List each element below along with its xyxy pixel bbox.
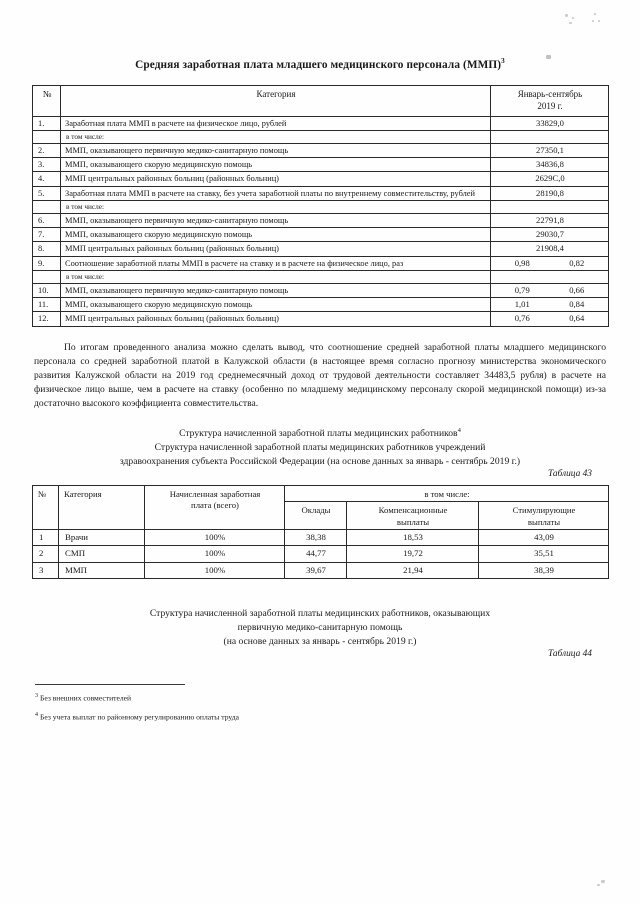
cell-subheading: в том числе:: [61, 130, 491, 143]
column-header-oklady: Оклады: [285, 502, 347, 530]
cell-subheading: в том числе:: [61, 200, 491, 213]
cell-value-primary: 0,79: [514, 284, 530, 295]
table-row: [33, 530, 609, 546]
cell-category: Врачи: [59, 530, 145, 546]
table-row: [33, 227, 609, 241]
cell-number: 4.: [33, 172, 61, 186]
scan-speck: [597, 884, 600, 886]
column-header-total: [145, 486, 285, 530]
footnote-marker: 4: [35, 712, 38, 719]
column-header-total-line1: Начисленная заработная: [169, 489, 261, 500]
section-43-footnote-marker: 4: [457, 427, 461, 435]
table-43-label: Таблица 43: [547, 469, 592, 480]
cell-value: 29030,7: [491, 227, 609, 241]
column-header-category: Категория: [59, 486, 145, 530]
cell-oklady: 44,77: [285, 546, 347, 562]
cell-number: 2.: [33, 143, 61, 157]
cell-number: 5.: [33, 186, 61, 200]
cell-number: 3: [33, 562, 59, 578]
column-header-category: Категория: [61, 85, 491, 116]
section-44-heading-line3: (на основе данных за январь - сентябрь 2019 г.): [223, 635, 417, 647]
cell-value: 21908,4: [491, 242, 609, 256]
cell-number: 9.: [33, 256, 61, 270]
cell-value: [491, 200, 609, 213]
table-row: [33, 283, 609, 297]
footnote: [32, 711, 608, 723]
column-header-total-line2: плата (всего): [191, 500, 239, 511]
column-header-kompensacionnye: [347, 502, 479, 530]
cell-total: 100%: [145, 562, 285, 578]
analysis-paragraph: По итогам проведенного анализа можно сделать вывод, что соотношение средней заработной платы младшего медицинского персонала со средней заработной платой в Калужской области (в настоящее время согласно прогнозу министерства экономического развития Калужской области на 2019 год среднемесячный доход от трудовой деятельности составляет 34483,5 рубля) в расчете на физическое лицо выше, чем в расчете на ставку (особенно по младшему медицинскому персоналу скорой медицинской помощи) из-за достаточно высокого коэффициента совместительства.: [34, 341, 606, 409]
cell-kompensacionnye: 18,53: [347, 530, 479, 546]
cell-value: [491, 256, 609, 270]
table-structure-body: [33, 530, 609, 579]
cell-value: [491, 312, 609, 326]
cell-category: ММП, оказывающего первичную медико-санитарную помощь: [61, 143, 491, 157]
footnote-marker: 3: [35, 693, 38, 700]
table-structure: [32, 485, 609, 579]
cell-category: Соотношение заработной платы ММП в расчете на ставку и в расчете на физическое лицо, раз: [61, 256, 491, 270]
cell-stimuliruyushchie: 43,09: [479, 530, 609, 546]
cell-number: [33, 200, 61, 213]
table-row: [33, 242, 609, 256]
section-43-heading-2-line2: здравоохранения субъекта Российской Федерации (на основе данных за январь - сентябрь 2019 г.): [119, 455, 521, 467]
column-header-period-line1: Январь-сентябрь: [517, 88, 583, 99]
footnote: [32, 692, 608, 704]
page-title: [32, 57, 608, 72]
table-header-row: [33, 85, 609, 116]
cell-number: 1: [33, 530, 59, 546]
cell-value: 22791,8: [491, 213, 609, 227]
cell-number: 2: [33, 546, 59, 562]
column-header-number: №: [33, 486, 59, 530]
cell-category: ММП, оказывающего скорую медицинскую помощь: [61, 227, 491, 241]
cell-value-secondary: 0,84: [569, 298, 585, 309]
table-row: [33, 172, 609, 186]
cell-number: 10.: [33, 283, 61, 297]
cell-category: ММП, оказывающего скорую медицинскую помощь: [61, 157, 491, 171]
cell-category: Заработная плата ММП в расчете на физическое лицо, рублей: [61, 116, 491, 130]
section-43-heading-2-line1: Структура начисленной заработной платы медицинских работников учреждений: [154, 441, 486, 453]
table-row: [33, 256, 609, 270]
cell-value: [491, 283, 609, 297]
column-header-stimuliruyushchie-line2: выплаты: [527, 516, 561, 527]
cell-number: 1.: [33, 116, 61, 130]
cell-category: ММП центральных районных больниц (районных больниц): [61, 242, 491, 256]
cell-value: 34836,8: [491, 157, 609, 171]
cell-total: 100%: [145, 546, 285, 562]
section-44-heading-line2: первичную медико-санитарную помощь: [237, 621, 403, 633]
cell-number: 6.: [33, 213, 61, 227]
cell-value: 2629С,0: [491, 172, 609, 186]
table-mmp: [32, 85, 609, 327]
table-row: [33, 562, 609, 578]
cell-value: [491, 297, 609, 311]
table-row: [33, 157, 609, 171]
cell-value: 33829,0: [491, 116, 609, 130]
table-row: [33, 213, 609, 227]
column-header-kompensacionnye-line1: Компенсационные: [378, 505, 448, 516]
column-header-kompensacionnye-line2: выплаты: [396, 516, 430, 527]
table-row: [33, 297, 609, 311]
cell-number: 7.: [33, 227, 61, 241]
cell-category: ММП, оказывающего первичную медико-санитарную помощь: [61, 213, 491, 227]
column-header-period-line2: 2019 г.: [537, 100, 563, 111]
page-title-text: Средняя заработная плата младшего медицинского персонала (ММП): [135, 58, 502, 71]
cell-stimuliruyushchie: 35,51: [479, 546, 609, 562]
table-row: [33, 130, 609, 143]
table-mmp-body: [33, 116, 609, 326]
table-structure-header: [33, 486, 609, 530]
cell-number: 12.: [33, 312, 61, 326]
cell-value: [491, 270, 609, 283]
table-row: [33, 270, 609, 283]
table-row: [33, 546, 609, 562]
cell-category: Заработная плата ММП в расчете на ставку, без учета заработной платы по внутреннему совместительству, рублей: [61, 186, 491, 200]
cell-value-secondary: 0,64: [569, 313, 585, 324]
column-header-group: в том числе:: [285, 486, 609, 502]
cell-category: ММП центральных районных больниц (районных больниц): [61, 312, 491, 326]
column-header-period: [491, 85, 609, 116]
table-row: [33, 116, 609, 130]
column-header-stimuliruyushchie: [479, 502, 609, 530]
cell-total: 100%: [145, 530, 285, 546]
cell-oklady: 38,38: [285, 530, 347, 546]
section-44-heading-line1: Структура начисленной заработной платы медицинских работников, оказывающих: [149, 608, 491, 620]
footnote-text: Без внешних совместителей: [40, 693, 132, 703]
cell-number: [33, 270, 61, 283]
table-header-row: [33, 486, 609, 502]
cell-category: СМП: [59, 546, 145, 562]
cell-kompensacionnye: 19,72: [347, 546, 479, 562]
section-43-heading-1-text: Структура начисленной заработной платы медицинских работников: [179, 428, 458, 440]
cell-subheading: в том числе:: [61, 270, 491, 283]
cell-number: 8.: [33, 242, 61, 256]
cell-value: 28190,8: [491, 186, 609, 200]
cell-stimuliruyushchie: 38,39: [479, 562, 609, 578]
cell-number: 3.: [33, 157, 61, 171]
cell-category: ММП, оказывающего скорую медицинскую помощь: [61, 297, 491, 311]
cell-value-secondary: 0,82: [569, 257, 585, 268]
page-title-footnote-marker: 3: [501, 57, 505, 65]
footnote-text: Без учета выплат по районному регулированию оплаты труда: [40, 712, 239, 722]
table-row: [33, 143, 609, 157]
cell-category: ММП, оказывающего первичную медико-санитарную помощь: [61, 283, 491, 297]
cell-value-secondary: 0,66: [569, 284, 585, 295]
cell-number: [33, 130, 61, 143]
table-mmp-header: [33, 85, 609, 116]
table-row: [33, 200, 609, 213]
cell-kompensacionnye: 21,94: [347, 562, 479, 578]
cell-oklady: 39,67: [285, 562, 347, 578]
section-43-heading-1: [32, 426, 608, 441]
cell-value: 27350,1: [491, 143, 609, 157]
cell-value: [491, 130, 609, 143]
cell-value-primary: 0,76: [514, 313, 530, 324]
column-header-stimuliruyushchie-line1: Стимулирующие: [512, 505, 576, 516]
cell-value-primary: 1,01: [514, 298, 530, 309]
column-header-number: №: [33, 85, 61, 116]
footnote-separator: [35, 684, 185, 685]
cell-value-primary: 0,98: [514, 257, 530, 268]
table-row: [33, 186, 609, 200]
scan-speck: [601, 880, 605, 883]
document-content: [32, 0, 608, 723]
cell-number: 11.: [33, 297, 61, 311]
footnote-list: [32, 692, 608, 723]
table-44-label: Таблица 44: [547, 649, 592, 660]
cell-category: ММП центральных районных больниц (районных больниц): [61, 172, 491, 186]
table-row: [33, 312, 609, 326]
cell-category: ММП: [59, 562, 145, 578]
